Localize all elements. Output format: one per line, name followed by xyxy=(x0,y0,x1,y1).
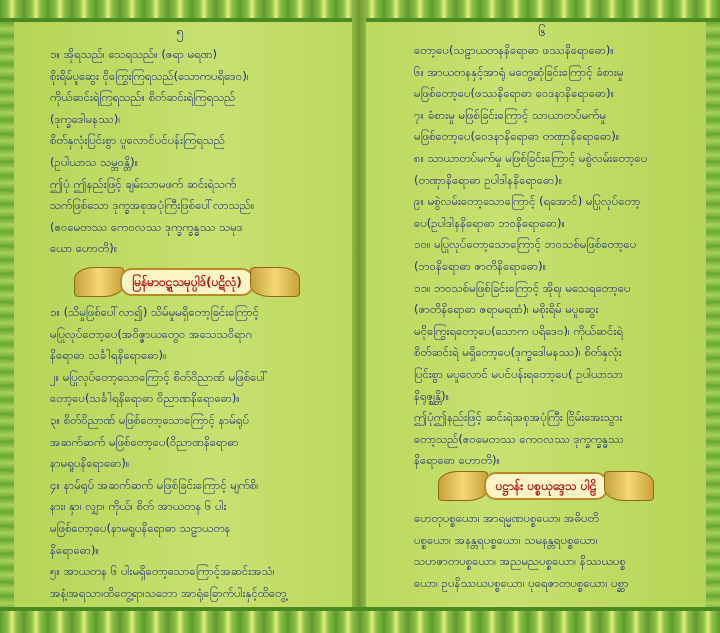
text-line: ၁။ အိုရသည်၊ သေရသည်။ (ဇရာ မရဏ) xyxy=(50,47,217,61)
page-number: ၆ xyxy=(538,25,546,40)
ornament-right-icon xyxy=(250,267,300,297)
text-line: ကိုယ်ဆင်းရဲကြရသည်။ စိတ်ဆင်းရဲကြရသည် xyxy=(50,90,236,105)
text-line: သက်ဖြစ်သော ဒုက္ခအစုအပုံကြီးဖြစ်ပေါ်လာသည်။ xyxy=(50,198,255,213)
text-line: (တဏှာနိရောဓာ ဥပါဒါနနိရောဓော)။ xyxy=(414,172,563,187)
decorative-border-bottom xyxy=(0,607,720,633)
text-line: မဖြစ်တော့ပေ(ဝေဒနာနိရောဓာ တဏှာနိရောဓော)။ xyxy=(414,129,620,144)
text-line: (ဧဝမေတဿ ကေဝလဿ ဒုက္ခက္ခန္ဓဿ သမုဒ xyxy=(50,219,243,234)
text-line: တော့ပေ(သဠာယတနနိရောဓာ ဖဿနိရောဓော)။ xyxy=(414,43,614,57)
text-line: ၉။ မစွဲလမ်းတော့သောကြောင့် (ရအောင်) မပြုလုပ်တော့ xyxy=(414,194,641,209)
text-line: ၇။ ခံစားမှု မဖြစ်ခြင်းကြောင့် သာယာတပ်မက်မှု xyxy=(414,107,606,122)
text-line: မဖြစ်တော့ပေ(ဖဿနိရောဓာ ဝေဒနာနိရောဓော)။ xyxy=(414,86,615,101)
paragraph-list xyxy=(414,40,690,472)
paragraph-list xyxy=(50,44,332,260)
text-line: မဖြစ်တော့ပေ(နာမရူပနိရောဓာ သဠာယတန xyxy=(50,520,231,535)
text-line: ၃။ စိတ်ဝိညာဏ် မဖြစ်တော့သောကြောင့် နာမ်ရုပ် xyxy=(50,412,249,427)
text-line: ဤပုံဤနည်းဖြင့် ဆင်းရဲအစုအပုံကြီး ငြိမ်းအေးသွား xyxy=(414,410,623,425)
decorative-border-right xyxy=(706,22,720,607)
text-line: ၁၁။ ဘဝသစ်မဖြစ်ခြင်းကြောင့် အိုရ၊ မသေရတော့ပေ xyxy=(414,280,631,295)
text-line: ဤပုံ ဤနည်းဖြင့် ချမ်းသာမဖက် ဆင်းရဲသက် xyxy=(50,176,237,191)
text-line: နိရောဓော)။ xyxy=(50,542,99,557)
text-line: ယော၊ ဥပနိဿယပစ္စယော၊ ပုရေဇာတပစ္စယော၊ ပစ္ဆာ xyxy=(414,575,629,590)
decorative-border-left xyxy=(0,22,14,607)
text-line: တော့သည်(ဧဝမေတဿ ကေဝလဿ ဒုက္ခက္ခန္ဓဿ xyxy=(414,431,624,446)
text-line: ၅။ အာယတန ၆ ပါးမရှိတော့သောကြောင့်အဆင်းအသံ၊ xyxy=(50,564,275,579)
text-line: ၁။ (သိမှုဖြစ်ပေါ်လာ၍) သိမ်မှုမရှိတော့ခြင်းကြောင့် xyxy=(50,305,260,319)
text-line: နိရုဇ္ဈန္တိ)။ xyxy=(414,388,450,403)
text-line: (ဥပါယာသ သမ္ဘဝန္တိ)။ xyxy=(50,154,139,169)
text-line: နာမရူပနိရောဓော)။ xyxy=(50,456,130,471)
ornament-left-icon xyxy=(438,471,488,501)
left-page xyxy=(16,22,350,607)
text-line: ၄။ နာမ်ရုပ် အဆက်ဆက် မဖြစ်ခြင်းကြောင့် မျက်စိ၊ xyxy=(50,477,259,492)
text-line: မပြုလုပ်တော့ပေ(အဝိဇ္ဇာယတွေဝ အသေသဝိရာဂ xyxy=(50,326,253,341)
text-line: အဆက်ဆက် မဖြစ်တော့ပေ(ဝိညာဏနိရောဓာ xyxy=(50,434,239,449)
ornament-right-icon xyxy=(604,471,654,501)
banner-title: ပဋ္ဌာန်း ပစ္စယုဒ္ဒေသ ပါဠိ xyxy=(484,472,609,500)
text-line: ပစ္စယော၊ အနန္တရပစ္စယော၊ သမနန္တရပစ္စယော၊ xyxy=(414,532,598,547)
right-page xyxy=(368,22,702,607)
text-line: တော့ပေ(သင်္ခါရနိရောဓာ ဝိညာဏနိရောဓော)။ xyxy=(50,391,240,406)
text-line: ပေ(ဥပါဒါနနိရောဓာ ဘဝနိရောဓော)။ xyxy=(414,215,565,230)
text-line: ဟေတုပစ္စယော၊ အာရမ္မဏပစ္စယော၊ အဓိပတိ xyxy=(414,511,599,525)
section-banner xyxy=(426,470,666,502)
text-line: စိတ်နှလုံးပြင်းစွာ ပူလောင်ပင်ပန်းကြရသည် xyxy=(50,133,226,148)
text-line: နား၊ နှာ၊ လျှာ၊ ကိုယ်၊ စိတ် အာယတန ၆ ပါး xyxy=(50,499,227,514)
banner-title: မြန်မာ၀ဋ္ဋသမုပ္ပါဒ်(ပဋိလုံ) xyxy=(120,268,254,296)
text-line: (ဒုက္ခဒေါမနဿ)၊ xyxy=(50,111,121,126)
text-line: ပြင်းစွာ မပူလောင် မပင်ပန်းရတော့ပေ( ဥပါယာသာ xyxy=(414,366,623,381)
text-line: (ဘဝနိရောဓာ ဇာတိနိရောဓော)။ xyxy=(414,258,547,273)
text-line: ၆။ အာယတနနှင့်အာရုံ မတွေ့ဆုံခြင်းကြောင့် ခံစားမှု xyxy=(414,64,624,79)
text-line: ယော ဟောတိ)။ xyxy=(50,241,118,256)
text-line: ၈။ သာယာတပ်မက်မှု မဖြစ်ခြင်းကြောင့် မစွဲလမ်းတော့ပေ xyxy=(414,150,648,165)
text-line: စိတ်ဆင်းရဲ မရှိတော့ပေ(ဒုက္ခဒေါမနဿ)၊ စိတ်နှလုံး xyxy=(414,345,622,360)
text-line: ၂။ မပြုလုပ်တော့သောကြောင့် စိတ်ဝိညာဏ် မဖြစ်ပေါ် xyxy=(50,369,269,384)
ornament-left-icon xyxy=(74,267,124,297)
text-line: စိုးရိမ်ပူဆွေး ငိုကြွေးကြရသည်(သောကပရိဒေဝ)၊ xyxy=(50,68,249,83)
book-spine xyxy=(352,0,366,633)
section-banner xyxy=(62,266,312,298)
text-line: (ဇာတိနိရောဓာ ဇရာမရဏံ)၊ မစိုးရိမ် မပူဆွေး xyxy=(414,302,599,317)
text-line: သဟဇာတပစ္စယော၊ အညမညပစ္စယော၊ နိဿယပစ္စ xyxy=(414,554,626,569)
text-line: နိရောဓာ သင်္ခါရနိရောဓော)။ xyxy=(50,348,167,363)
paragraph-list xyxy=(414,508,690,594)
text-line: အနံ့၊အရသာ၊ထိတွေ့ရာ၊သဘော အာရုံခြောက်ပါးနှင့်ထိတွေ့ xyxy=(50,585,287,600)
text-line: နိရောဓော ဟောတိ)။ xyxy=(414,453,501,468)
text-line: မငိုကြွေးရတော့ပေ(သောက ပရိဒေဝ)၊ ကိုယ်ဆင်းရဲ xyxy=(414,323,623,338)
paragraph-list xyxy=(50,302,332,604)
page-number: ၅ xyxy=(176,25,184,40)
text-line: ၁၀။ မပြုလုပ်တော့သောကြောင့် ဘဝသစ်မဖြစ်တော့ပေ xyxy=(414,237,637,252)
